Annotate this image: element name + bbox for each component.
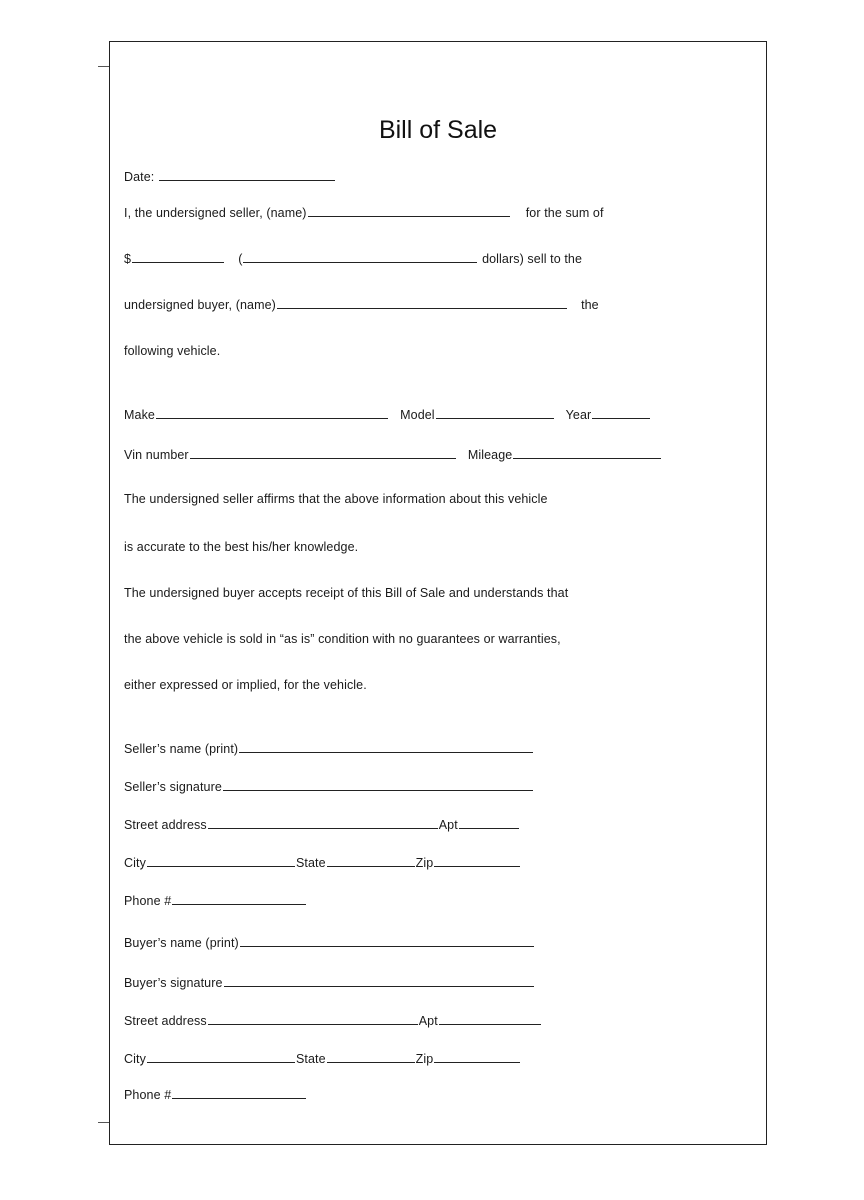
document-title: Bill of Sale — [378, 116, 498, 144]
seller-intro-text: I, the undersigned seller, (name) — [124, 206, 307, 220]
dollar-sign: $ — [124, 252, 132, 266]
buyer-print-name-field[interactable] — [240, 936, 534, 947]
date-line — [124, 170, 336, 184]
dollars-sell-text: dollars) sell to the — [482, 252, 583, 266]
buyer-phone-label: Phone # — [124, 1088, 172, 1102]
seller-city-line — [124, 856, 521, 870]
buyer-city-label: City — [124, 1052, 146, 1066]
seller-city-field[interactable] — [147, 856, 295, 867]
model-label: Model — [400, 408, 435, 422]
date-field[interactable] — [159, 170, 335, 181]
seller-signature-line — [124, 780, 534, 794]
amount-line — [124, 252, 582, 266]
buyer-apt-field[interactable] — [439, 1014, 541, 1025]
buyer-intro-text: undersigned buyer, (name) — [124, 298, 276, 312]
seller-print-name-label: Seller’s name (print) — [124, 742, 239, 756]
buyer-signature-field[interactable] — [224, 976, 534, 987]
buyer-signature-label: Buyer’s signature — [124, 976, 223, 990]
year-field[interactable] — [592, 408, 650, 419]
buyer-phone-field[interactable] — [172, 1088, 306, 1099]
date-label: Date: — [124, 170, 155, 184]
mileage-label: Mileage — [467, 448, 513, 462]
sum-of-text: for the sum of — [525, 206, 604, 220]
buyer-city-field[interactable] — [147, 1052, 295, 1063]
buyer-intro-line — [124, 298, 599, 312]
seller-print-name-field[interactable] — [239, 742, 533, 753]
seller-street-line — [124, 818, 520, 832]
vin-field[interactable] — [190, 448, 456, 459]
accept-line-1: The undersigned buyer accepts receipt of this Bill of Sale and understands that — [124, 586, 569, 600]
seller-city-label: City — [124, 856, 146, 870]
seller-street-label: Street address — [124, 818, 207, 832]
affirm-line-2: is accurate to the best his/her knowledge. — [124, 540, 359, 554]
mileage-field[interactable] — [513, 448, 661, 459]
buyer-city-line — [124, 1052, 521, 1066]
seller-state-field[interactable] — [327, 856, 415, 867]
seller-zip-label: Zip — [415, 856, 434, 870]
following-vehicle-text: following vehicle. — [124, 344, 221, 358]
paren-open: ( — [238, 252, 243, 266]
accept-line-3: either expressed or implied, for the vehicle. — [124, 678, 367, 692]
buyer-name-field[interactable] — [277, 298, 567, 309]
vin-label: Vin number — [124, 448, 189, 462]
accept-line-2: the above vehicle is sold in “as is” condition with no guarantees or warranties, — [124, 632, 561, 646]
buyer-state-label: State — [295, 1052, 326, 1066]
seller-apt-label: Apt — [438, 818, 458, 832]
affirm-line-1: The undersigned seller affirms that the above information about this vehicle — [124, 492, 548, 506]
year-label: Year — [565, 408, 592, 422]
document-page — [109, 41, 767, 1145]
make-field[interactable] — [156, 408, 388, 419]
buyer-street-label: Street address — [124, 1014, 207, 1028]
seller-signature-label: Seller’s signature — [124, 780, 222, 794]
buyer-zip-field[interactable] — [434, 1052, 520, 1063]
vin-mileage-line — [124, 448, 662, 462]
seller-street-field[interactable] — [208, 818, 438, 829]
seller-state-label: State — [295, 856, 326, 870]
buyer-print-name-line — [124, 936, 535, 950]
the-text: the — [581, 298, 599, 312]
buyer-apt-label: Apt — [418, 1014, 438, 1028]
seller-apt-field[interactable] — [459, 818, 519, 829]
buyer-state-field[interactable] — [327, 1052, 415, 1063]
following-vehicle-line — [124, 344, 220, 358]
seller-print-name-line — [124, 742, 534, 756]
buyer-zip-label: Zip — [415, 1052, 434, 1066]
make-model-year-line — [124, 408, 651, 422]
buyer-print-name-label: Buyer’s name (print) — [124, 936, 239, 950]
amount-words-field[interactable] — [243, 252, 477, 263]
make-label: Make — [124, 408, 155, 422]
seller-signature-field[interactable] — [223, 780, 533, 791]
buyer-street-field[interactable] — [208, 1014, 418, 1025]
seller-phone-field[interactable] — [172, 894, 306, 905]
buyer-street-line — [124, 1014, 542, 1028]
buyer-signature-line — [124, 976, 535, 990]
seller-phone-line — [124, 894, 307, 908]
model-field[interactable] — [436, 408, 554, 419]
buyer-phone-line — [124, 1088, 307, 1102]
seller-intro-line — [124, 206, 604, 220]
seller-name-field[interactable] — [308, 206, 510, 217]
seller-zip-field[interactable] — [434, 856, 520, 867]
amount-field[interactable] — [132, 252, 224, 263]
seller-phone-label: Phone # — [124, 894, 172, 908]
